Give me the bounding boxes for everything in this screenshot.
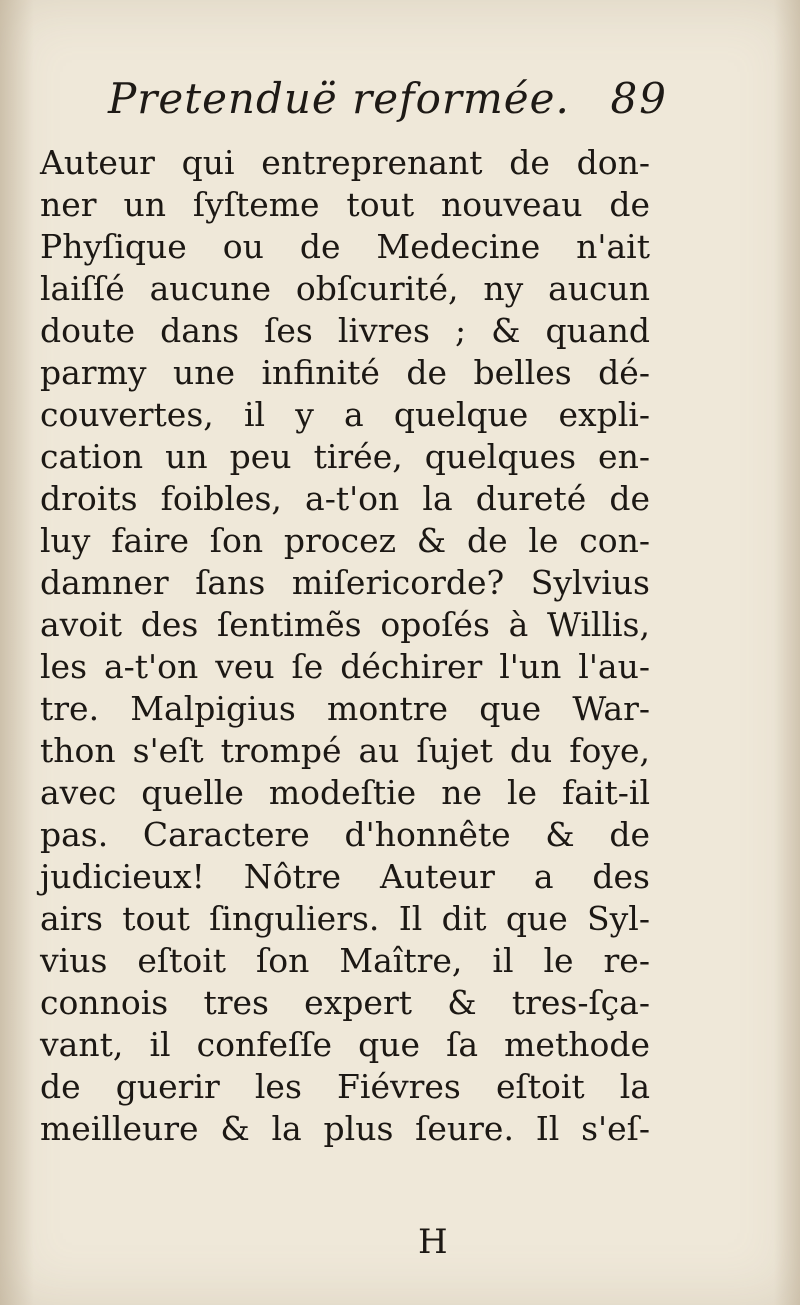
page-number: 89 [610, 74, 668, 123]
text-line: ner un ſyſteme tout nouveau de [40, 185, 650, 224]
running-head [108, 74, 668, 134]
text-line: vant, il confeſſe que ſa methode [40, 1025, 650, 1064]
text-line: avec quelle modeſtie ne le fait-il [40, 773, 650, 812]
text-line: connois tres expert & tres-ſça- [40, 983, 650, 1022]
text-line: les a-t'on veu ſe déchirer l'un l'au- [40, 647, 650, 686]
text-line: cation un peu tirée, quelques en- [40, 437, 650, 476]
text-line: damner ſans miſericorde? Sylvius [40, 563, 650, 602]
text-line: de guerir les Fiévres eſtoit la [40, 1067, 650, 1106]
text-line: Auteur qui entreprenant de don- [40, 143, 650, 182]
text-line: airs tout ſinguliers. Il dit que Syl- [40, 899, 650, 938]
text-line: meilleure & la plus ſeure. Il s'eſ- [40, 1109, 650, 1148]
text-line: avoit des ſentimẽs opoſés à Willis, [40, 605, 650, 644]
text-line: judicieux! Nôtre Auteur a des [40, 857, 650, 896]
signature-mark: H [418, 1222, 448, 1262]
text-line: vius eſtoit ſon Maître, il le re- [40, 941, 650, 980]
text-line: Phyſique ou de Medecine n'ait [40, 227, 650, 266]
text-line: luy faire ſon procez & de le con- [40, 521, 650, 560]
body-text [40, 142, 650, 1150]
running-title: Pretenduë reformée. [108, 74, 570, 123]
text-line: tre. Malpigius montre que War- [40, 689, 650, 728]
text-line: laiſſé aucune obſcurité, ny aucun [40, 269, 650, 308]
text-line: droits foibles, a-t'on la dureté de [40, 479, 650, 518]
text-line: thon s'eſt trompé au ſujet du foye, [40, 731, 650, 770]
text-line: doute dans ſes livres ; & quand [40, 311, 650, 350]
text-line: couvertes, il y a quelque expli- [40, 395, 650, 434]
text-line: pas. Caractere d'honnête & de [40, 815, 650, 854]
text-line: parmy une infinité de belles dé- [40, 353, 650, 392]
